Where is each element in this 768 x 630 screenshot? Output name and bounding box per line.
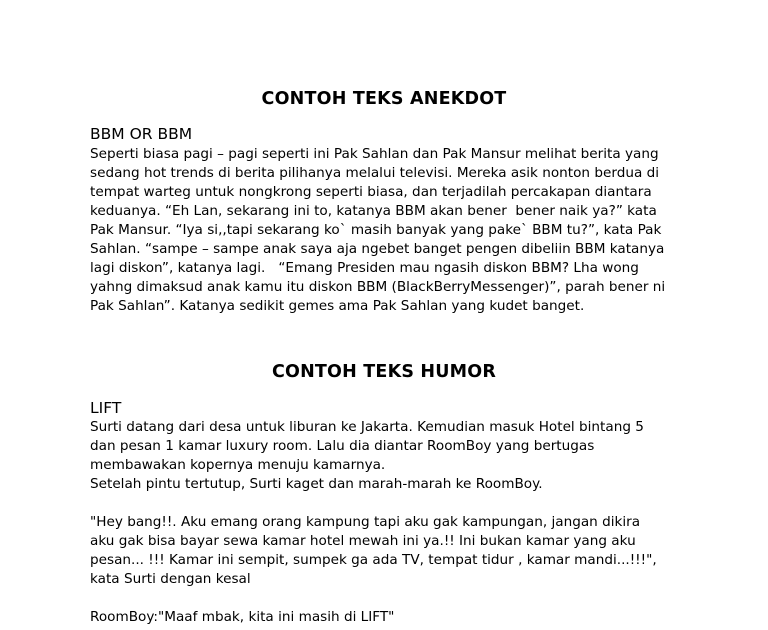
story-line: Sahlan. “sampe – sampe anak saya aja ngebet banget pengen dibeliin BBM katanya <box>90 241 665 257</box>
section-heading-humor: CONTOH TEKS HUMOR <box>271 362 497 382</box>
story-line: membawakan kopernya menuju kamarnya. <box>90 457 386 473</box>
story-line: tempat warteg untuk nongkrong seperti biasa, dan terjadilah percakapan diantara <box>90 184 652 200</box>
story-title-bbm: BBM OR BBM <box>90 125 193 143</box>
story-line: sedang hot trends di berita pilihanya melalui televisi. Mereka asik nonton berdua di <box>90 165 660 181</box>
story-line: RoomBoy:"Maaf mbak, kita ini masih di LIFT" <box>90 609 395 625</box>
story-line: aku gak bisa bayar sewa kamar hotel mewah ini ya.!! Ini bukan kamar yang aku <box>90 533 636 549</box>
story-line: lagi diskon”, katanya lagi. “Emang Presiden mau ngasih diskon BBM? Lha wong <box>90 260 639 276</box>
story-line: Seperti biasa pagi – pagi seperti ini Pak Sahlan dan Pak Mansur melihat berita yang <box>90 146 659 162</box>
story-line: Pak Mansur. “Iya si,,tapi sekarang ko` masih banyak yang pake` BBM tu?”, kata Pak <box>90 222 662 238</box>
story-line: yahng dimaksud anak kamu itu diskon BBM (BlackBerryMessenger)”, parah bener ni <box>90 279 666 295</box>
story-line: Setelah pintu tertutup, Surti kaget dan marah-marah ke RoomBoy. <box>90 476 543 492</box>
story-line: "Hey bang!!. Aku emang orang kampung tapi aku gak kampungan, jangan dikira <box>90 514 641 530</box>
story-line: Surti datang dari desa untuk liburan ke Jakarta. Kemudian masuk Hotel bintang 5 <box>90 419 644 435</box>
story-line: Pak Sahlan”. Katanya sedikit gemes ama Pak Sahlan yang kudet banget. <box>90 298 585 314</box>
story-line: kata Surti dengan kesal <box>90 571 251 587</box>
section-heading-anekdot: CONTOH TEKS ANEKDOT <box>261 89 507 109</box>
story-line: keduanya. “Eh Lan, sekarang ini to, katanya BBM akan bener bener naik ya?” kata <box>90 203 657 219</box>
story-line: dan pesan 1 kamar luxury room. Lalu dia diantar RoomBoy yang bertugas <box>90 438 595 454</box>
story-line: pesan... !!! Kamar ini sempit, sumpek ga ada TV, tempat tidur , kamar mandi...!!!", <box>90 552 657 568</box>
story-title-lift: LIFT <box>90 399 122 417</box>
